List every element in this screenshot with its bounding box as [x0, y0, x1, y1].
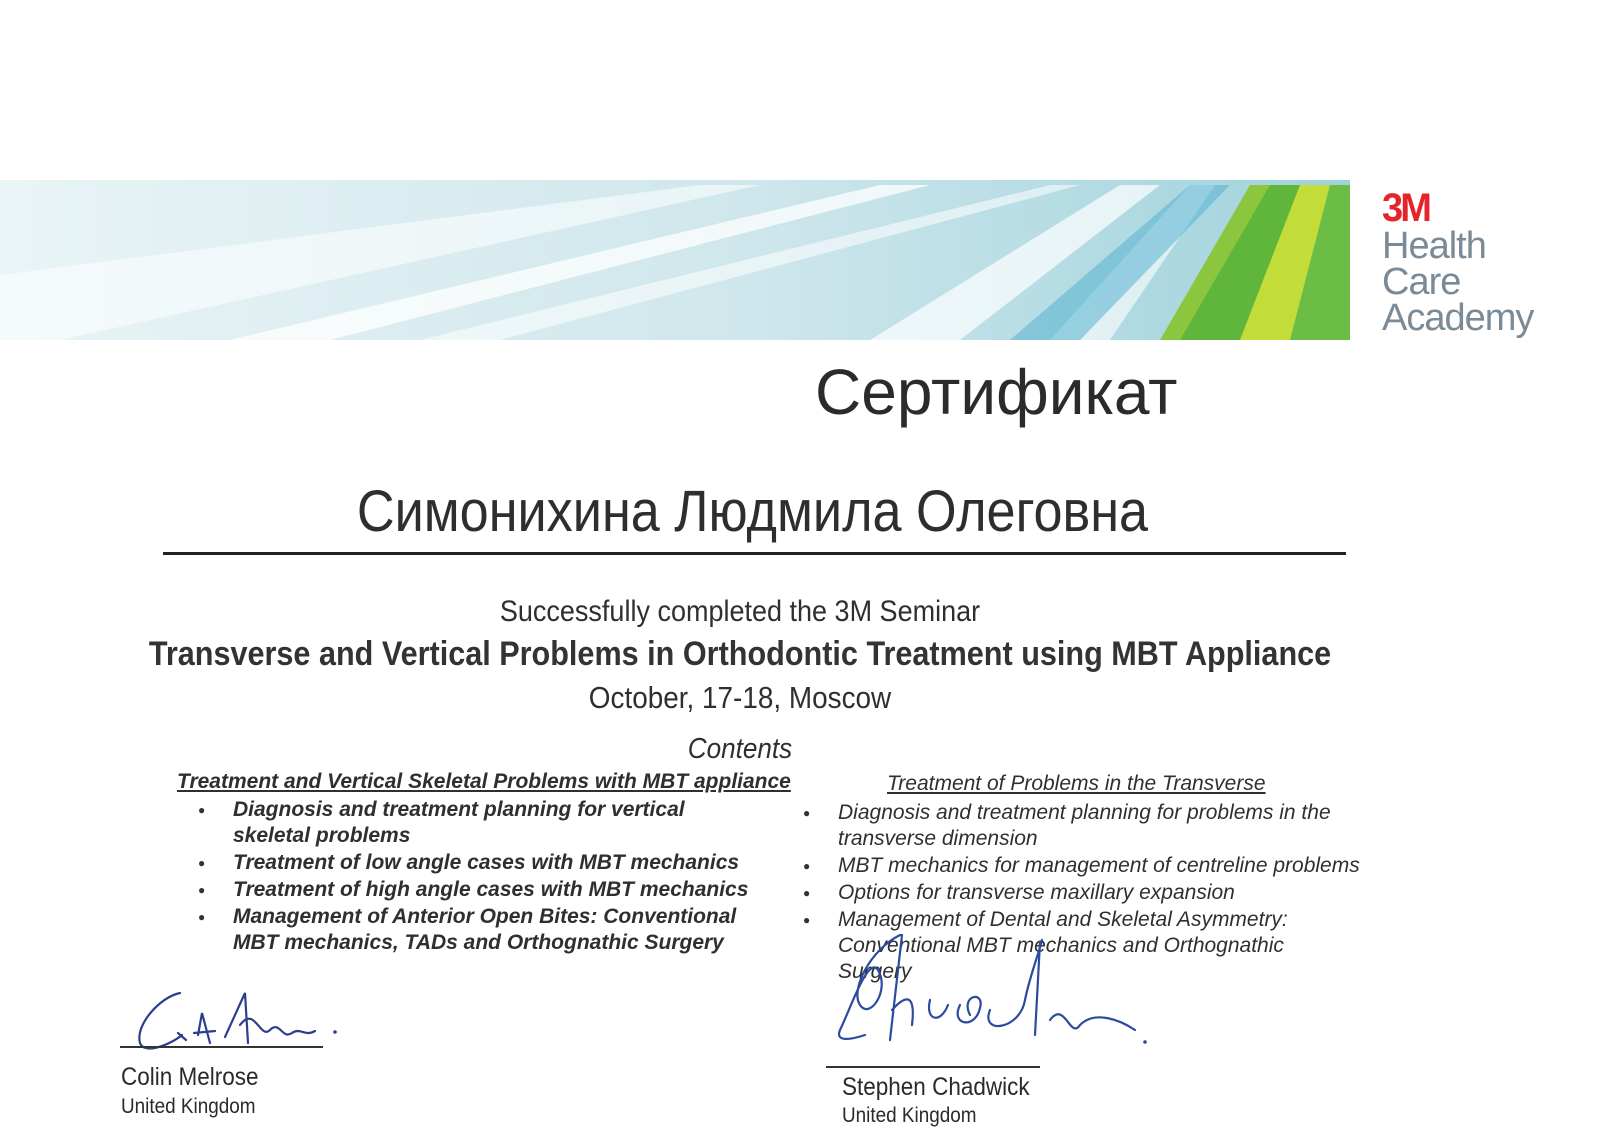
list-item: ● Treatment of low angle cases with MBT mechanics [198, 850, 758, 876]
right-section-heading: Treatment of Problems in the Transverse [887, 772, 1266, 795]
completion-text: Successfully completed the 3M Seminar [499, 595, 981, 628]
left-section-heading: Treatment and Vertical Skeletal Problems with MBT appliance [177, 770, 791, 793]
recipient-underline [163, 552, 1346, 555]
list-item: ● MBT mechanics for management of centreline problems [803, 853, 1363, 879]
seminar-date-place: October, 17-18, Moscow [588, 680, 892, 715]
signature-1-scribble [120, 985, 360, 1060]
brand-block [1382, 186, 1582, 339]
signature-2-country: United Kingdom [842, 1104, 977, 1127]
signature-2-scribble [830, 930, 1160, 1060]
list-item: ● Treatment of high angle cases with MBT mechanics [198, 877, 758, 903]
list-item: ● Management of Dental and Skeletal Asymmetry: Conventional MBT mechanics and Orthognathic Surgery [803, 907, 1363, 985]
signature-1-line [120, 1046, 323, 1048]
signature-1-name: Colin Melrose [121, 1063, 259, 1091]
header-stripe-banner [0, 180, 1350, 340]
brand-line-health: Health [1382, 225, 1486, 267]
brand-line-care: Care [1382, 261, 1461, 303]
left-section-list [198, 797, 758, 957]
certificate-title: Сертификат [815, 356, 1178, 428]
seminar-title: Transverse and Vertical Problems in Orthodontic Treatment using MBT Appliance [148, 635, 1332, 673]
list-item: ● Diagnosis and treatment planning for vertical skeletal problems [198, 797, 758, 849]
recipient-name: Симонихина Людмила Олеговна [356, 479, 1149, 544]
list-item: ● Management of Anterior Open Bites: Conventional MBT mechanics, TADs and Orthognathic Surgery [198, 904, 758, 956]
signature-1-country: United Kingdom [121, 1095, 256, 1118]
contents-label: Contents [687, 733, 793, 765]
brand-logo-3m: 3M [1382, 186, 1430, 230]
brand-line-academy: Academy [1382, 297, 1534, 339]
signature-2-line [826, 1066, 1040, 1068]
signature-2-name: Stephen Chadwick [842, 1073, 1030, 1101]
list-item: ● Diagnosis and treatment planning for problems in the transverse dimension [803, 800, 1363, 852]
list-item: ● Options for transverse maxillary expansion [803, 880, 1363, 906]
